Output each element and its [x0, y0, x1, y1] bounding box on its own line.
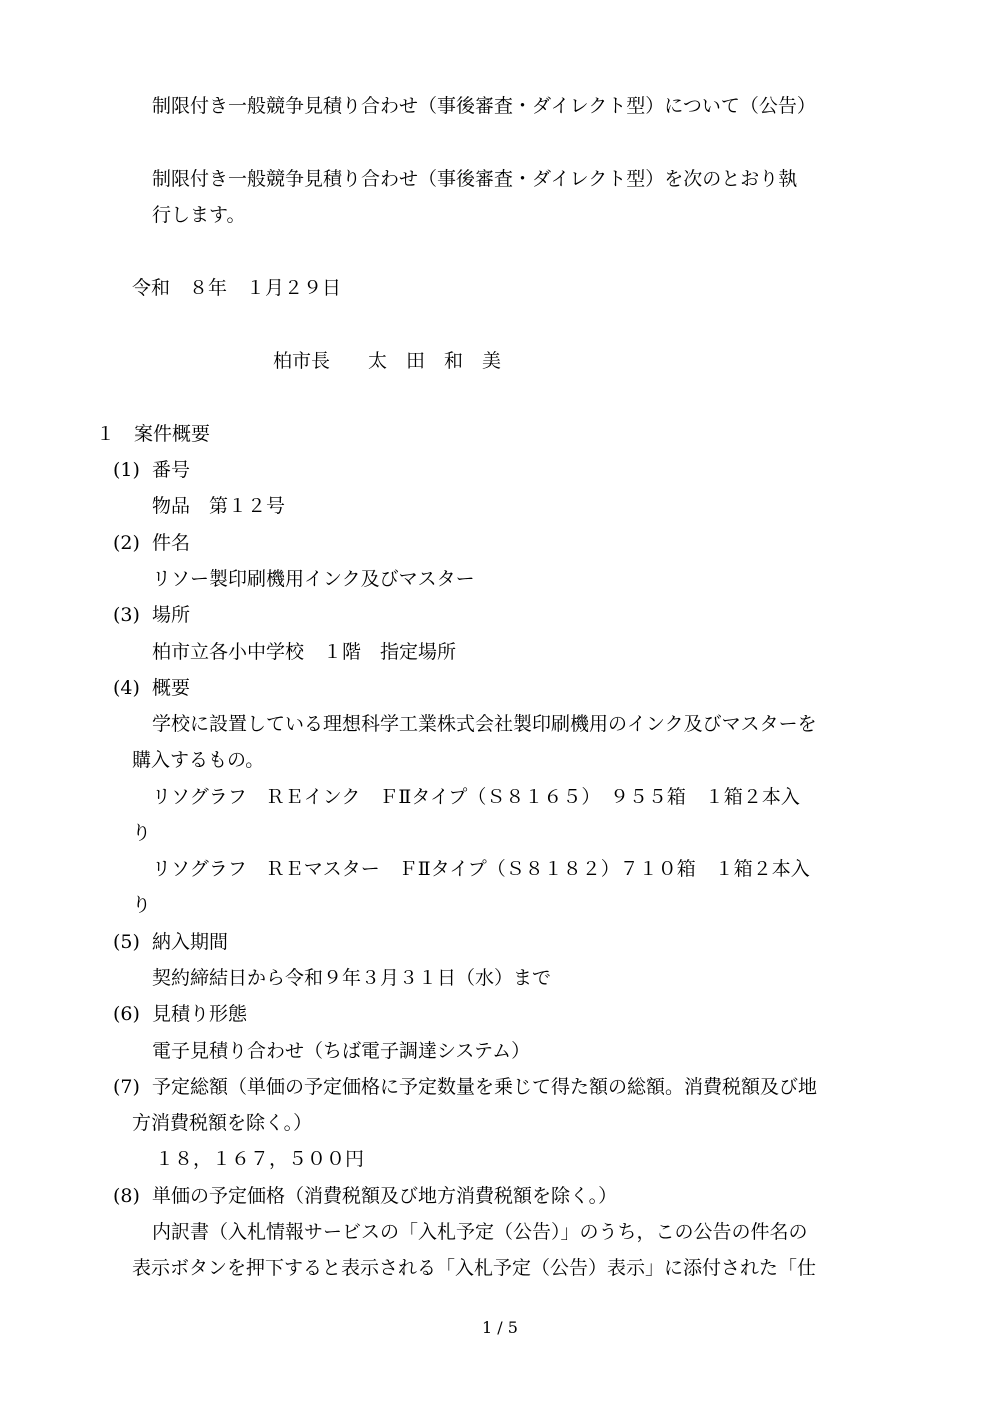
item-body-line: り [132, 822, 152, 844]
item-title: 単価の予定価格（消費税額及び地方消費税額を除く。） [152, 1185, 618, 1207]
intro-line-2: 行します。 [152, 204, 246, 226]
item-body-line: り [132, 894, 152, 916]
item-title: 場所 [152, 604, 191, 626]
item-label: (7) [113, 1076, 140, 1098]
item-body-line: 柏市立各小中学校 １階 指定場所 [152, 641, 457, 663]
total-amount: １８，１６７，５００円 [155, 1148, 365, 1170]
date: 令和 ８年 １月２９日 [132, 277, 342, 299]
item-body-line: 物品 第１２号 [152, 495, 286, 517]
page-number: 1 / 5 [482, 1318, 518, 1337]
page-title: 制限付き一般競争見積り合わせ（事後審査・ダイレクト型）について（公告） [152, 95, 816, 117]
issuer: 柏市長 太 田 和 美 [273, 350, 502, 372]
item-body-line: 購入するもの。 [132, 749, 265, 771]
item-label: (8) [113, 1185, 140, 1207]
item-title: 納入期間 [152, 931, 229, 953]
item-label: (2) [113, 532, 140, 554]
intro-line-1: 制限付き一般競争見積り合わせ（事後審査・ダイレクト型）を次のとおり執 [152, 168, 798, 190]
item-title: 見積り形態 [152, 1003, 248, 1025]
item-label: (5) [113, 931, 140, 953]
item-body-line: リソグラフ ＲＥマスター ＦⅡタイプ（Ｓ８１８２）７１０箱 １箱２本入 [152, 858, 810, 880]
item-title: 件名 [152, 532, 191, 554]
item-label: (3) [113, 604, 140, 626]
item-body-line: 表示ボタンを押下すると表示される「入札予定（公告）表示」に添付された「仕 [132, 1257, 817, 1279]
item-label: (6) [113, 1003, 140, 1025]
item-body-line: 契約締結日から令和９年３月３１日（水）まで [152, 967, 552, 989]
item-body-line: リソグラフ ＲＥインク ＦⅡタイプ（Ｓ８１６５） ９５５箱 １箱２本入 [152, 786, 800, 808]
item-body-line: 内訳書（入札情報サービスの「入札予定（公告）」のうち，この公告の件名の [152, 1221, 808, 1243]
item-body-line: 電子見積り合わせ（ちば電子調達システム） [152, 1040, 531, 1062]
item-title: 予定総額（単価の予定価格に予定数量を乗じて得た額の総額。消費税額及び地 [152, 1076, 818, 1098]
item-body-line: 方消費税額を除く。） [132, 1112, 313, 1134]
item-label: (4) [113, 677, 140, 699]
item-title: 番号 [152, 459, 191, 481]
item-body-line: リソー製印刷機用インク及びマスター [152, 568, 475, 590]
section-heading: １ 案件概要 [96, 423, 211, 445]
item-title: 概要 [152, 677, 191, 699]
item-label: (1) [113, 459, 140, 481]
item-body-line: 学校に設置している理想科学工業株式会社製印刷機用のインク及びマスターを [152, 713, 817, 735]
